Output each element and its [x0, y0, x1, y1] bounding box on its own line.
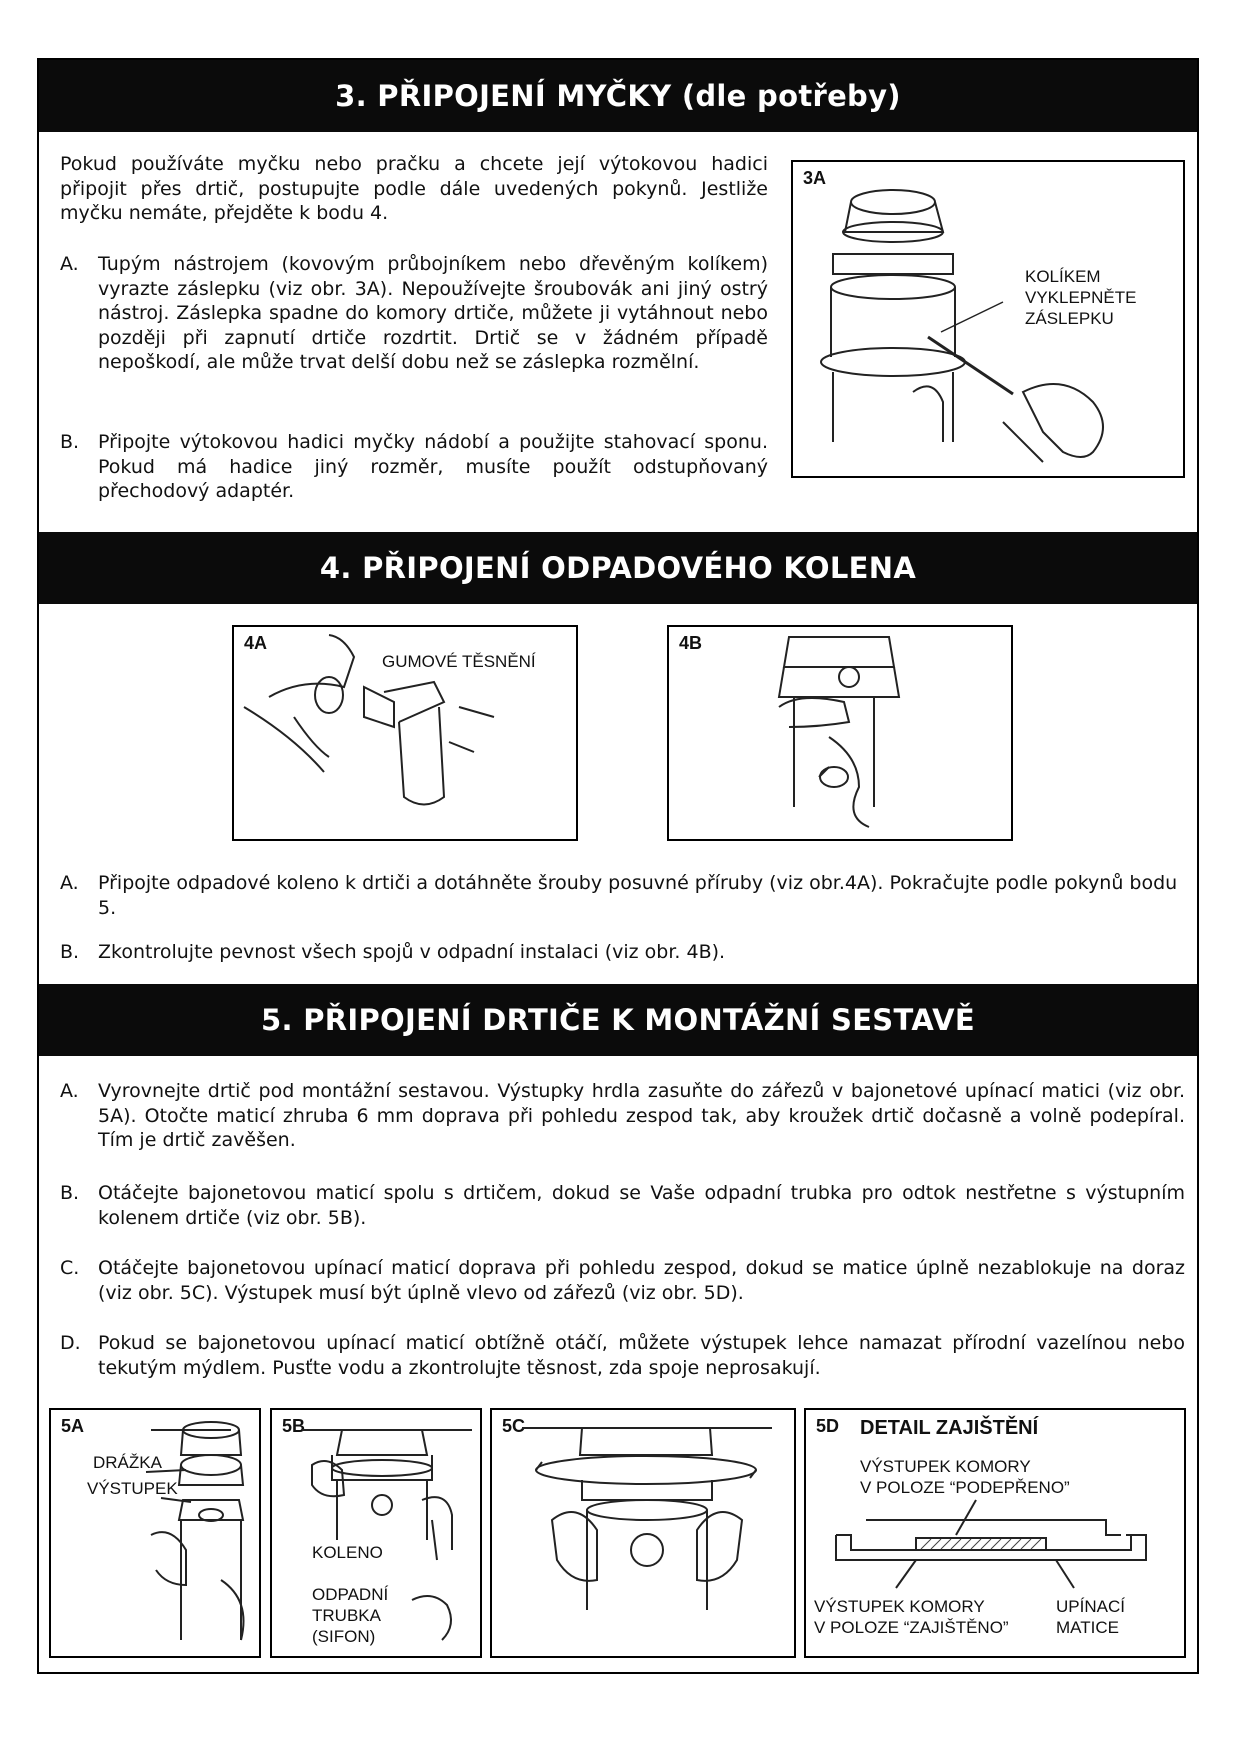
- figure-5b: [270, 1408, 482, 1658]
- section-3-title: 3. PŘIPOJENÍ MYČKY (dle potřeby): [335, 79, 901, 113]
- figure-3a: [791, 160, 1185, 478]
- figure-5d-bottom-right-note: [1056, 1596, 1125, 1638]
- item-text: Tupým nástrojem (kovovým průbojníkem nebo dřevěným kolíkem) vyrazte záslepku (viz obr. 3A). Nepoužívejte šroubovák ani jiný ostrý nástroj. Záslepka spadne do komory drtiče, můžete ji vytáhnout nebo později při zapnutí drtiče rozdrtit. Drtič se v žádném případě nepoškodí, ale může trvat delší dobu než se záslepka rozmělní.: [98, 253, 768, 374]
- figure-label: 5D: [816, 1416, 840, 1436]
- figure-5c-drawing: [492, 1410, 794, 1656]
- figure-4a-note: GUMOVÉ TĚSNĚNÍ: [382, 652, 536, 671]
- note-line: KOLÍKEM: [1025, 267, 1101, 286]
- item-text: Připojte odpadové koleno k drtiči a dotáhněte šrouby posuvné příruby (viz obr.4A). Pokračujte podle pokynů bodu 5.: [98, 872, 1178, 919]
- figure-label: 4B: [679, 633, 703, 653]
- item-label: A.: [60, 1080, 79, 1102]
- page-frame: [37, 58, 1199, 1674]
- pipe-line: (SIFON): [312, 1627, 376, 1646]
- figure-5c: [490, 1408, 796, 1658]
- item-label: D.: [60, 1332, 81, 1354]
- section-4-item-a: [60, 871, 1185, 920]
- section-5-item-a: [60, 1079, 1185, 1153]
- figure-4b-drawing: [669, 627, 1011, 839]
- item-label: A.: [60, 253, 79, 275]
- section-5-item-b: [60, 1181, 1185, 1230]
- item-label: B.: [60, 941, 80, 963]
- section-3-intro: Pokud používáte myčku nebo pračku a chcete její výtokovou hadici připojit přes drtič, postupujte podle dále uvedených pokynů. Jestliže myčku nemáte, přejděte k bodu 4.: [60, 153, 768, 225]
- note-line: UPÍNACÍ: [1056, 1597, 1125, 1616]
- figure-5a: [49, 1408, 261, 1658]
- section-5-item-c: [60, 1256, 1185, 1305]
- figure-label: 3A: [803, 168, 827, 188]
- figure-5d-title: DETAIL ZAJIŠTĚNÍ: [860, 1417, 1039, 1439]
- note-line: V POLOZE “PODEPŘENO”: [860, 1478, 1070, 1497]
- figure-4a: [232, 625, 578, 841]
- item-label: B.: [60, 1182, 80, 1204]
- section-5-title: 5. PŘIPOJENÍ DRTIČE K MONTÁŽNÍ SESTAVĚ: [261, 1003, 975, 1037]
- figure-label: 4A: [244, 633, 268, 653]
- item-text: Připojte výtokovou hadici myčky nádobí a použijte stahovací sponu. Pokud má hadice jiný rozměr, musíte použít odstupňovaný přechodový adaptér.: [98, 431, 768, 503]
- pipe-line: ODPADNÍ: [312, 1585, 389, 1604]
- figure-label: 5A: [61, 1416, 85, 1436]
- pipe-line: TRUBKA: [312, 1606, 381, 1625]
- item-text: Vyrovnejte drtič pod montážní sestavou. Výstupky hrdla zasuňte do zářezů v bajonetové upínací matici (viz obr. 5A). Otočte maticí zhruba 6 mm doprava při pohledu zespod tak, aby kroužek drtič dočasně a volně podepíral. Tím je drtič zavěšen.: [98, 1080, 1185, 1152]
- note-line: VYKLEPNĚTE: [1025, 288, 1137, 307]
- note-line: VÝSTUPEK KOMORY: [814, 1597, 985, 1616]
- figure-3a-note: [1025, 266, 1137, 329]
- note-line: ZÁSLEPKU: [1025, 309, 1114, 328]
- section-3-item-b: [60, 430, 768, 504]
- figure-5a-drawing: [51, 1410, 259, 1656]
- groove-label: DRÁŽKA: [93, 1453, 162, 1472]
- elbow-label: KOLENO: [312, 1543, 383, 1562]
- item-text: Pokud se bajonetovou upínací maticí obtížně otáčí, můžete výstupek lehce namazat přírodní vazelínou nebo tekutým mýdlem. Pusťte vodu a zkontrolujte těsnost, zda spoje neprosakují.: [98, 1332, 1185, 1379]
- item-label: C.: [60, 1257, 80, 1279]
- figure-label: 5C: [502, 1416, 526, 1436]
- section-3-header: [39, 60, 1197, 132]
- lug-label: VÝSTUPEK: [87, 1479, 178, 1498]
- item-text: Otáčejte bajonetovou upínací maticí doprava při pohledu zespod, dokud se matice úplně nezablokuje na doraz (viz obr. 5C). Výstupek musí být úplně vlevo od zářezů (viz obr. 5D).: [98, 1257, 1185, 1304]
- section-3-item-a: [60, 252, 768, 375]
- note-line: V POLOZE “ZAJIŠTĚNO”: [814, 1618, 1009, 1637]
- section-4-item-b: [60, 940, 1185, 965]
- note-line: VÝSTUPEK KOMORY: [860, 1457, 1031, 1476]
- item-label: A.: [60, 872, 79, 894]
- figure-5d: [804, 1408, 1186, 1658]
- item-text: Otáčejte bajonetovou maticí spolu s drtičem, dokud se Vaše odpadní trubka pro odtok nestřetne s výstupním kolenem drtiče (viz obr. 5B).: [98, 1182, 1185, 1229]
- section-4-header: [39, 532, 1197, 604]
- section-5-item-d: [60, 1331, 1185, 1380]
- item-text: Zkontrolujte pevnost všech spojů v odpadní instalaci (viz obr. 4B).: [98, 941, 726, 963]
- section-4-title: 4. PŘIPOJENÍ ODPADOVÉHO KOLENA: [319, 551, 917, 585]
- pipe-label: [312, 1584, 388, 1647]
- figure-label: 5B: [282, 1416, 306, 1436]
- figure-5d-bottom-left-note: [814, 1596, 1009, 1638]
- note-line: MATICE: [1056, 1618, 1119, 1637]
- item-label: B.: [60, 431, 80, 453]
- section-5-header: [39, 984, 1197, 1056]
- figure-4b: [667, 625, 1013, 841]
